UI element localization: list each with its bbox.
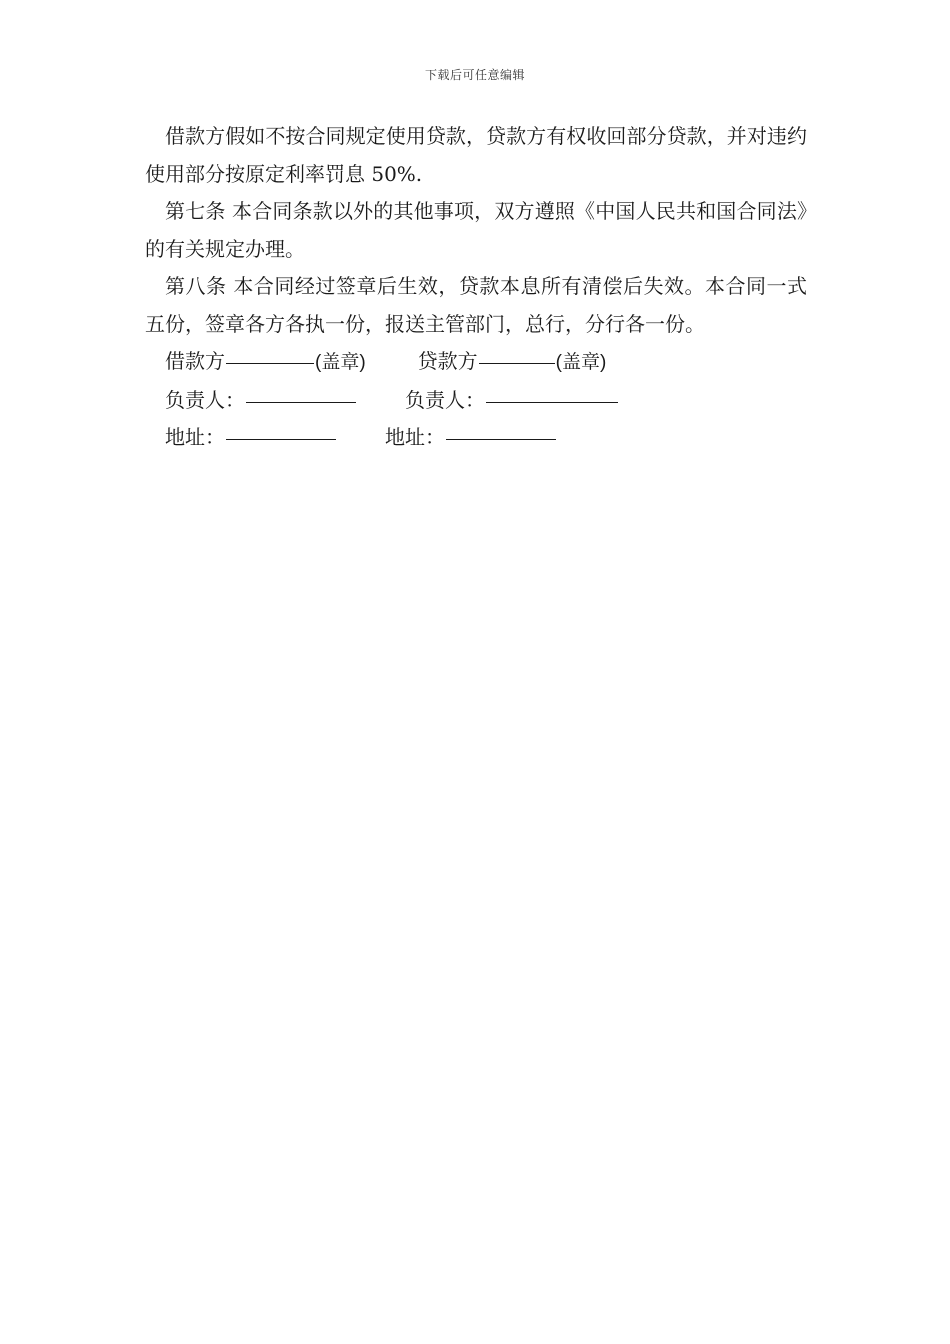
borrower-seal-label: (盖章) <box>315 352 366 373</box>
paragraph-article-eight: 第八条 本合同经过签章后生效，贷款本息所有清偿后失效。本合同一式五份，签章各方各执一份，报送主管部门，总行，分行各一份。 <box>145 274 807 336</box>
signature-row-address <box>145 419 807 457</box>
borrower-seal-blank <box>226 362 314 364</box>
address-blank-lender <box>446 438 556 440</box>
responsible-label-lender: 负责人： <box>405 387 485 412</box>
borrower-responsible <box>165 382 357 420</box>
paragraph-article-seven: 第七条 本合同条款以外的其他事项，双方遵照《中国人民共和国合同法》的有关规定办理。 <box>145 199 807 261</box>
signature-row-parties <box>145 343 807 382</box>
responsible-blank-lender <box>486 401 618 403</box>
lender-address <box>385 419 557 457</box>
borrower-label: 借款方 <box>165 349 225 373</box>
borrower-address <box>165 419 337 457</box>
signature-row-responsible <box>145 382 807 420</box>
lender-seal-blank <box>479 362 555 364</box>
page-header: 下载后可任意编辑 <box>424 68 525 82</box>
lender-signature <box>418 343 607 382</box>
address-label-lender: 地址： <box>385 425 445 449</box>
paragraph-penalty-clause: 借款方假如不按合同规定使用贷款，贷款方有权收回部分贷款，并对违约使用部分按原定利率罚息 50%. <box>145 124 807 186</box>
address-label-borrower: 地址： <box>165 425 225 449</box>
lender-responsible <box>405 382 619 420</box>
address-blank-borrower <box>226 438 336 440</box>
responsible-blank-borrower <box>246 401 356 403</box>
responsible-label-borrower: 负责人： <box>165 387 245 412</box>
lender-label: 贷款方 <box>417 349 478 373</box>
document-body <box>145 118 807 457</box>
borrower-signature <box>165 343 366 382</box>
lender-seal-label: (盖章) <box>555 352 607 373</box>
